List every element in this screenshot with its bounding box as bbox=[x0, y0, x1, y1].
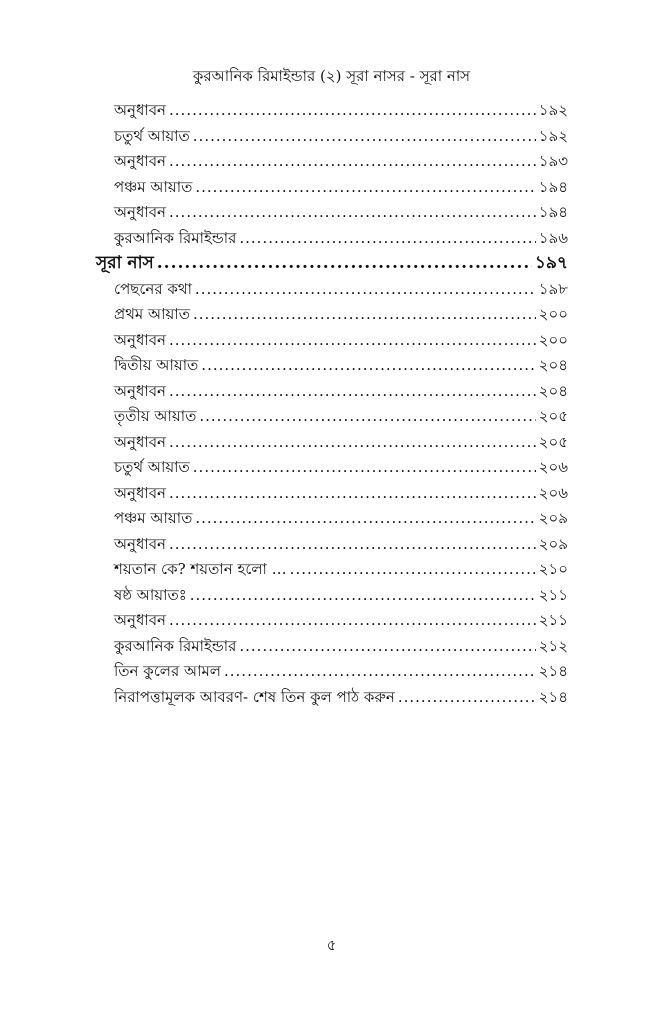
toc-entry-title: অনুধাবন bbox=[114, 611, 167, 629]
toc-entry-page: ২১১ bbox=[538, 611, 568, 629]
toc-entry-page: ২০০ bbox=[538, 305, 568, 323]
toc-entry-title: অনুধাবন bbox=[114, 330, 167, 349]
toc-entry-title: পঞ্চম আয়াত bbox=[114, 509, 193, 527]
toc-entry-page: ১৯৬ bbox=[538, 228, 568, 247]
toc-entry-page: ১৯৪ bbox=[538, 177, 568, 196]
toc-entry-title: অনুধাবন bbox=[114, 432, 167, 451]
toc-entry-title: অনুধাবন bbox=[114, 483, 167, 502]
toc-entry-page: ২০৫ bbox=[538, 407, 568, 425]
toc-entry[interactable] bbox=[114, 659, 568, 685]
toc-entry-title: পেছনের কথা bbox=[114, 279, 192, 298]
toc-entry-page: ২০৫ bbox=[538, 432, 568, 451]
toc-dot-leader bbox=[195, 175, 535, 200]
toc-entry-page: ২০৬ bbox=[538, 458, 568, 476]
toc-entry-page: ২০৬ bbox=[538, 483, 568, 502]
toc-entry-title: কুরআনিক রিমাইন্ডার bbox=[114, 636, 237, 655]
toc-dot-leader bbox=[193, 302, 536, 327]
toc-entry-page: ১৯৩ bbox=[538, 152, 568, 170]
toc-entry-page: ১৯৭ bbox=[534, 253, 568, 273]
toc-entry[interactable] bbox=[114, 98, 568, 124]
toc-dot-leader bbox=[190, 583, 536, 608]
toc-entry[interactable] bbox=[114, 149, 568, 175]
toc-entry[interactable] bbox=[114, 506, 568, 532]
toc-entry[interactable] bbox=[114, 328, 568, 354]
toc-entry[interactable] bbox=[114, 608, 568, 634]
toc-entry-page: ১৯২ bbox=[538, 126, 568, 145]
toc-dot-leader bbox=[169, 98, 536, 123]
toc-entry-title: নিরাপত্তামূলক আবরণ- শেষ তিন কুল পাঠ করুন bbox=[114, 687, 395, 706]
toc-entry[interactable] bbox=[114, 404, 568, 430]
toc-entry[interactable] bbox=[114, 634, 568, 660]
toc-dot-leader bbox=[157, 251, 532, 276]
toc-dot-leader bbox=[169, 430, 536, 455]
toc-entry-title: চতুর্থ আয়াত bbox=[114, 126, 190, 145]
toc-entry-title: প্রথম আয়াত bbox=[114, 305, 190, 323]
toc-entry-page: ২০০ bbox=[538, 330, 568, 349]
running-header: কুরআনিক রিমাইন্ডার (২) সূরা নাসর - সূরা নাস bbox=[192, 67, 471, 85]
toc-entry-page: ২১১ bbox=[538, 585, 568, 604]
toc-dot-leader bbox=[169, 379, 536, 404]
toc-entry-page: ২১৪ bbox=[538, 662, 568, 680]
toc-entry-title: কুরআনিক রিমাইন্ডার bbox=[114, 228, 237, 247]
toc-entry-title: অনুধাবন bbox=[114, 381, 167, 400]
toc-entry-title: দ্বিতীয় আয়াত bbox=[114, 356, 199, 374]
toc-dot-leader bbox=[199, 404, 535, 429]
toc-entry-page: ২০৯ bbox=[538, 509, 568, 527]
toc-entry-page: ২১০ bbox=[538, 560, 568, 578]
toc-entry[interactable] bbox=[114, 200, 568, 226]
toc-entry[interactable] bbox=[114, 302, 568, 328]
toc-entry-title: পঞ্চম আয়াত bbox=[114, 177, 193, 196]
toc-entry-page: ১৯২ bbox=[538, 101, 568, 119]
toc-dot-leader bbox=[195, 506, 535, 531]
toc-entry[interactable] bbox=[114, 430, 568, 456]
toc-entry-page: ২০৪ bbox=[538, 381, 568, 400]
page-number: ৫ bbox=[326, 936, 337, 954]
toc-dot-leader bbox=[169, 481, 536, 506]
toc-dot-leader bbox=[169, 608, 536, 633]
toc-dot-leader bbox=[398, 685, 536, 710]
toc-entry-title: অনুধাবন bbox=[114, 152, 167, 170]
toc-entry-page: ১৯৮ bbox=[538, 279, 568, 298]
toc-entry[interactable] bbox=[114, 277, 568, 303]
toc-entry[interactable] bbox=[114, 685, 568, 711]
toc-dot-leader bbox=[195, 277, 536, 302]
toc-entry-title: অনুধাবন bbox=[114, 203, 167, 221]
toc-dot-leader bbox=[239, 634, 535, 659]
toc-dot-leader bbox=[193, 455, 536, 480]
toc-dot-leader bbox=[239, 226, 535, 251]
toc-entry[interactable] bbox=[114, 532, 568, 558]
toc-entry[interactable] bbox=[114, 455, 568, 481]
toc-entry-title: তিন কুলের আমল bbox=[114, 662, 221, 680]
toc-dot-leader bbox=[169, 532, 536, 557]
toc-entry-title: চতুর্থ আয়াত bbox=[114, 458, 190, 476]
toc-entry-title: ষষ্ঠ আয়াতঃ bbox=[114, 585, 187, 604]
toc-entry-page: ২১৪ bbox=[538, 687, 568, 706]
toc-dot-leader bbox=[224, 659, 536, 684]
toc-entry[interactable] bbox=[114, 124, 568, 150]
toc-entry-title: অনুধাবন bbox=[114, 534, 167, 553]
toc-entry[interactable] bbox=[114, 226, 568, 252]
toc-entry-page: ২০৯ bbox=[538, 534, 568, 553]
toc-entry[interactable] bbox=[114, 583, 568, 609]
toc-entry[interactable] bbox=[114, 175, 568, 201]
toc-entry-title: সূরা নাস bbox=[96, 253, 154, 273]
toc-entry-title: তৃতীয় আয়াত bbox=[114, 407, 197, 425]
toc-entry-page: ২০৪ bbox=[538, 356, 568, 374]
toc-chapter-entry[interactable] bbox=[96, 251, 568, 277]
toc-entry[interactable] bbox=[114, 379, 568, 405]
toc-entry-title: অনুধাবন bbox=[114, 101, 167, 119]
toc-entry[interactable] bbox=[114, 353, 568, 379]
toc-entry[interactable] bbox=[114, 557, 568, 583]
toc-dot-leader bbox=[169, 149, 536, 174]
toc-entry-page: ১৯৪ bbox=[538, 203, 568, 221]
toc-dot-leader bbox=[193, 124, 536, 149]
toc-dot-leader bbox=[201, 353, 535, 378]
toc-dot-leader bbox=[169, 200, 536, 225]
toc-entry-title: শয়তান কে? শয়তান হলো … bbox=[114, 560, 287, 578]
toc-dot-leader bbox=[290, 557, 536, 582]
toc-entry-page: ২১২ bbox=[538, 636, 568, 655]
toc-entry[interactable] bbox=[114, 481, 568, 507]
table-of-contents bbox=[96, 98, 568, 710]
toc-dot-leader bbox=[169, 328, 536, 353]
